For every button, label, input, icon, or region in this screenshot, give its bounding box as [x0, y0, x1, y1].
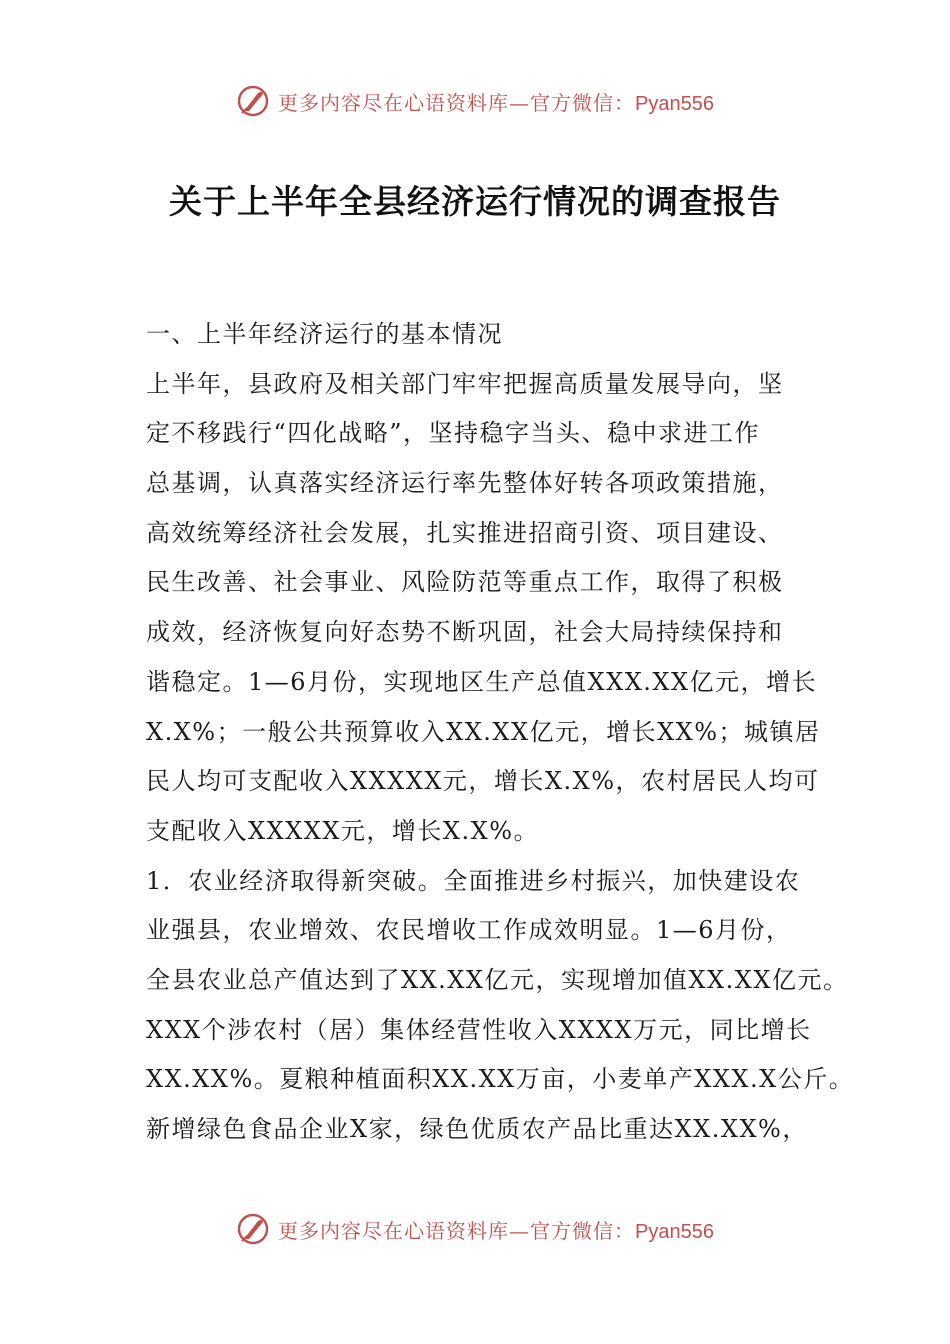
watermark-text — [278, 87, 714, 116]
paragraph-line: 民生改善、社会事业、风险防范等重点工作，取得了积极 — [146, 568, 784, 597]
document-body — [146, 310, 855, 1155]
paragraph-line: 支配收入XXXXX元，增长X.X%。 — [146, 816, 540, 845]
paragraph-line: 谐稳定。1—6月份，实现地区生产总值XXX.XX亿元，增长 — [146, 667, 818, 696]
paragraph-line: 高效统筹经济社会发展，扎实推进招商引资、项目建设、 — [146, 518, 784, 547]
paragraph-line: 总基调，认真落实经济运行率先整体好转各项政策措施， — [146, 469, 784, 498]
document-title: 关于上半年全县经济运行情况的调查报告 — [169, 182, 781, 221]
paragraph-line: 民人均可支配收入XXXXX元，增长X.X%，农村居民人均可 — [146, 767, 820, 796]
watermark-footer — [0, 1212, 950, 1246]
paragraph-line: 上半年，县政府及相关部门牢牢把握高质量发展导向，坚 — [146, 369, 784, 398]
paragraph-line: 全县农业总产值达到了XX.XX亿元，实现增加值XX.XX亿元。 — [146, 965, 849, 994]
watermark-id: Pyan556 — [635, 1220, 714, 1243]
paragraph-line: 成效，经济恢复向好态势不断巩固，社会大局持续保持和 — [146, 618, 784, 647]
subsection-line: 1．农业经济取得新突破。全面推进乡村振兴，加快建设农 — [146, 866, 801, 895]
paragraph-line: 定不移践行“四化战略”，坚持稳字当头、稳中求进工作 — [146, 419, 761, 448]
paragraph-line: 新增绿色食品企业X家，绿色优质农产品比重达XX.XX%， — [146, 1115, 808, 1143]
watermark-label: 更多内容尽在心语资料库—官方微信： — [278, 90, 636, 115]
watermark-text — [278, 1215, 714, 1244]
paragraph-line: XX.XX%。夏粮种植面积XX.XX万亩，小麦单产XXX.X公斤。 — [146, 1065, 855, 1094]
watermark-header — [0, 84, 950, 118]
paragraph-line: XXX个涉农村（居）集体经营性收入XXXX万元，同比增长 — [146, 1015, 812, 1044]
watermark-label: 更多内容尽在心语资料库—官方微信： — [278, 1218, 636, 1243]
section-heading: 一、上半年经济运行的基本情况 — [146, 320, 503, 348]
paragraph-line: 业强县，农业增效、农民增收工作成效明显。1—6月份， — [146, 916, 792, 945]
watermark-id: Pyan556 — [635, 92, 714, 115]
quill-pen-logo-icon — [236, 1212, 270, 1246]
paragraph-line: X.X%；一般公共预算收入XX.XX亿元，增长XX%；城镇居 — [146, 717, 821, 746]
quill-pen-logo-icon — [236, 84, 270, 118]
